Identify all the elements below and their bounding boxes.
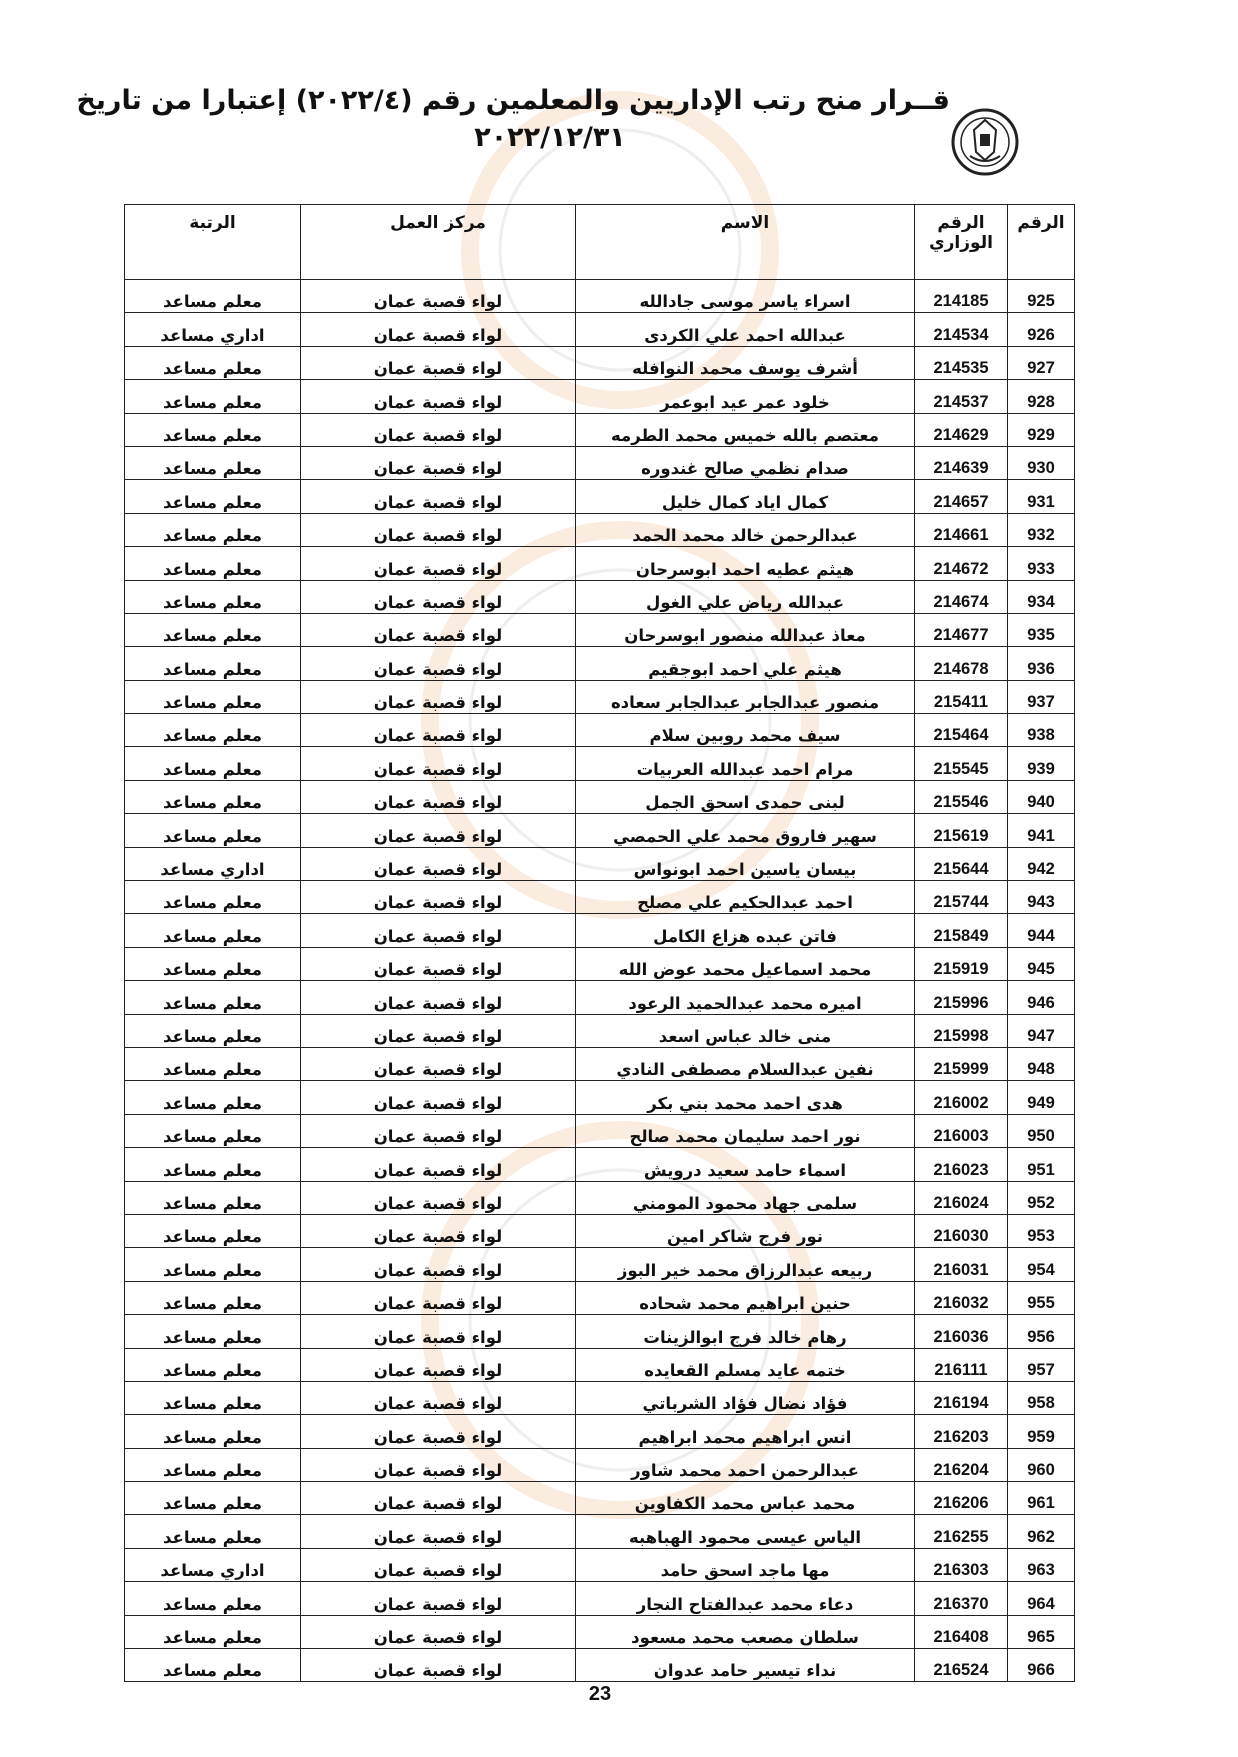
- row-rank: معلم مساعد: [125, 1281, 301, 1314]
- row-rank: معلم مساعد: [125, 1248, 301, 1281]
- row-rank: معلم مساعد: [125, 380, 301, 413]
- row-rank: اداري مساعد: [125, 313, 301, 346]
- row-name: معاذ عبدالله منصور ابوسرحان: [576, 613, 915, 646]
- row-work-center: لواء قصبة عمان: [301, 947, 576, 980]
- row-num: 951: [1008, 1148, 1075, 1181]
- row-rank: معلم مساعد: [125, 1415, 301, 1448]
- table-row: [125, 1014, 1075, 1047]
- row-ministry-num: 214661: [915, 513, 1008, 546]
- table-row: [125, 580, 1075, 613]
- row-num: 939: [1008, 747, 1075, 780]
- row-rank: معلم مساعد: [125, 1448, 301, 1481]
- row-num: 963: [1008, 1548, 1075, 1581]
- row-ministry-num: 214672: [915, 547, 1008, 580]
- row-name: مرام احمد عبدالله العربيات: [576, 747, 915, 780]
- row-num: 964: [1008, 1582, 1075, 1615]
- row-name: فاتن عبده هزاع الكامل: [576, 914, 915, 947]
- row-rank: معلم مساعد: [125, 1582, 301, 1615]
- table-row: [125, 1214, 1075, 1247]
- row-ministry-num: 214535: [915, 346, 1008, 379]
- row-rank: معلم مساعد: [125, 647, 301, 680]
- row-rank: معلم مساعد: [125, 981, 301, 1014]
- row-rank: معلم مساعد: [125, 1615, 301, 1648]
- row-work-center: لواء قصبة عمان: [301, 1148, 576, 1181]
- row-num: 927: [1008, 346, 1075, 379]
- row-ministry-num: 216030: [915, 1214, 1008, 1247]
- row-work-center: لواء قصبة عمان: [301, 380, 576, 413]
- row-ministry-num: 215998: [915, 1014, 1008, 1047]
- row-rank: معلم مساعد: [125, 714, 301, 747]
- table-row: [125, 413, 1075, 446]
- row-ministry-num: 216003: [915, 1114, 1008, 1147]
- header-num: الرقم: [1008, 205, 1075, 280]
- row-ministry-num: 215999: [915, 1047, 1008, 1080]
- table-row: [125, 714, 1075, 747]
- table-row: [125, 613, 1075, 646]
- table-row: [125, 1582, 1075, 1615]
- row-ministry-num: 214629: [915, 413, 1008, 446]
- row-name: محمد اسماعيل محمد عوض الله: [576, 947, 915, 980]
- row-ministry-num: 216023: [915, 1148, 1008, 1181]
- row-work-center: لواء قصبة عمان: [301, 1348, 576, 1381]
- table-row: [125, 380, 1075, 413]
- row-work-center: لواء قصبة عمان: [301, 1381, 576, 1414]
- table-row: [125, 1615, 1075, 1648]
- row-ministry-num: 214674: [915, 580, 1008, 613]
- row-name: منى خالد عباس اسعد: [576, 1014, 915, 1047]
- table-row: [125, 780, 1075, 813]
- table-row: [125, 1281, 1075, 1314]
- row-ministry-num: 216024: [915, 1181, 1008, 1214]
- row-num: 930: [1008, 446, 1075, 479]
- row-work-center: لواء قصبة عمان: [301, 547, 576, 580]
- row-work-center: لواء قصبة عمان: [301, 313, 576, 346]
- row-work-center: لواء قصبة عمان: [301, 1582, 576, 1615]
- row-rank: اداري مساعد: [125, 847, 301, 880]
- row-ministry-num: 215546: [915, 780, 1008, 813]
- table-row: [125, 1348, 1075, 1381]
- row-name: احمد عبدالحكيم علي مصلح: [576, 881, 915, 914]
- row-name: سلطان مصعب محمد مسعود: [576, 1615, 915, 1648]
- row-rank: معلم مساعد: [125, 814, 301, 847]
- row-work-center: لواء قصبة عمان: [301, 747, 576, 780]
- table-row: [125, 513, 1075, 546]
- row-ministry-num: 215919: [915, 947, 1008, 980]
- row-rank: معلم مساعد: [125, 1482, 301, 1515]
- table-row: [125, 747, 1075, 780]
- row-work-center: لواء قصبة عمان: [301, 914, 576, 947]
- row-name: نور فرج شاكر امين: [576, 1214, 915, 1247]
- row-num: 926: [1008, 313, 1075, 346]
- table-row: [125, 814, 1075, 847]
- row-ministry-num: 215464: [915, 714, 1008, 747]
- row-ministry-num: 216203: [915, 1415, 1008, 1448]
- page-number: 23: [588, 1683, 612, 1705]
- row-ministry-num: 216031: [915, 1248, 1008, 1281]
- document-header: [76, 84, 950, 156]
- row-ministry-num: 216524: [915, 1649, 1008, 1682]
- row-ministry-num: 216204: [915, 1448, 1008, 1481]
- row-name: سلمى جهاد محمود المومني: [576, 1181, 915, 1214]
- row-name: دعاء محمد عبدالفتاح النجار: [576, 1582, 915, 1615]
- row-rank: معلم مساعد: [125, 1047, 301, 1080]
- row-name: أشرف يوسف محمد النوافله: [576, 346, 915, 379]
- staff-rank-table: [124, 204, 1075, 1682]
- row-ministry-num: 215545: [915, 747, 1008, 780]
- row-ministry-num: 216255: [915, 1515, 1008, 1548]
- row-num: 952: [1008, 1181, 1075, 1214]
- row-num: 965: [1008, 1615, 1075, 1648]
- row-name: اسماء حامد سعيد درويش: [576, 1148, 915, 1181]
- row-work-center: لواء قصبة عمان: [301, 446, 576, 479]
- row-name: هيثم عطيه احمد ابوسرحان: [576, 547, 915, 580]
- row-work-center: لواء قصبة عمان: [301, 346, 576, 379]
- table-row: [125, 346, 1075, 379]
- row-name: معتصم بالله خميس محمد الطرمه: [576, 413, 915, 446]
- row-rank: معلم مساعد: [125, 680, 301, 713]
- row-work-center: لواء قصبة عمان: [301, 1014, 576, 1047]
- row-num: 937: [1008, 680, 1075, 713]
- row-work-center: لواء قصبة عمان: [301, 680, 576, 713]
- row-name: مها ماجد اسحق حامد: [576, 1548, 915, 1581]
- row-rank: معلم مساعد: [125, 1014, 301, 1047]
- row-ministry-num: 215644: [915, 847, 1008, 880]
- row-name: نور احمد سليمان محمد صالح: [576, 1114, 915, 1147]
- table-row: [125, 1415, 1075, 1448]
- table-row: [125, 1548, 1075, 1581]
- row-name: عبدالله احمد علي الكردى: [576, 313, 915, 346]
- row-num: 958: [1008, 1381, 1075, 1414]
- table-row: [125, 1515, 1075, 1548]
- row-num: 931: [1008, 480, 1075, 513]
- row-num: 949: [1008, 1081, 1075, 1114]
- row-work-center: لواء قصبة عمان: [301, 1548, 576, 1581]
- row-num: 946: [1008, 981, 1075, 1014]
- row-work-center: لواء قصبة عمان: [301, 613, 576, 646]
- row-ministry-num: 216111: [915, 1348, 1008, 1381]
- header-ministry-num: الرقم الوزاري: [915, 205, 1008, 280]
- table-row: [125, 1148, 1075, 1181]
- row-work-center: لواء قصبة عمان: [301, 1114, 576, 1147]
- row-rank: معلم مساعد: [125, 1081, 301, 1114]
- row-name: اميره محمد عبدالحميد الرعود: [576, 981, 915, 1014]
- document-title: قــرار منح رتب الإداريين والمعلمين رقم (٢٠٢٢/٤) إعتبارا من تاريخ: [76, 85, 950, 116]
- row-name: بيسان ياسين احمد ابونواس: [576, 847, 915, 880]
- row-ministry-num: 214657: [915, 480, 1008, 513]
- row-name: عبدالرحمن خالد محمد الحمد: [576, 513, 915, 546]
- row-work-center: لواء قصبة عمان: [301, 1482, 576, 1515]
- row-rank: معلم مساعد: [125, 1381, 301, 1414]
- row-num: 954: [1008, 1248, 1075, 1281]
- row-ministry-num: 215619: [915, 814, 1008, 847]
- row-rank: معلم مساعد: [125, 513, 301, 546]
- row-work-center: لواء قصبة عمان: [301, 1615, 576, 1648]
- row-name: هيثم علي احمد ابوجقيم: [576, 647, 915, 680]
- row-rank: معلم مساعد: [125, 580, 301, 613]
- table-row: [125, 280, 1075, 313]
- row-num: 956: [1008, 1315, 1075, 1348]
- row-num: 942: [1008, 847, 1075, 880]
- row-ministry-num: 216408: [915, 1615, 1008, 1648]
- table-row: [125, 446, 1075, 479]
- row-name: نداء تيسير حامد عدوان: [576, 1649, 915, 1682]
- table-row: [125, 1381, 1075, 1414]
- row-name: عبدالله رياض علي الغول: [576, 580, 915, 613]
- table-row: [125, 947, 1075, 980]
- table-row: [125, 647, 1075, 680]
- row-name: حنين ابراهيم محمد شحاده: [576, 1281, 915, 1314]
- row-work-center: لواء قصبة عمان: [301, 780, 576, 813]
- row-work-center: لواء قصبة عمان: [301, 647, 576, 680]
- row-num: 932: [1008, 513, 1075, 546]
- row-work-center: لواء قصبة عمان: [301, 1081, 576, 1114]
- row-ministry-num: 216370: [915, 1582, 1008, 1615]
- row-work-center: لواء قصبة عمان: [301, 847, 576, 880]
- row-rank: معلم مساعد: [125, 881, 301, 914]
- row-num: 936: [1008, 647, 1075, 680]
- row-rank: معلم مساعد: [125, 747, 301, 780]
- row-work-center: لواء قصبة عمان: [301, 1281, 576, 1314]
- row-work-center: لواء قصبة عمان: [301, 1248, 576, 1281]
- row-ministry-num: 214677: [915, 613, 1008, 646]
- row-name: خلود عمر عيد ابوعمر: [576, 380, 915, 413]
- row-rank: معلم مساعد: [125, 947, 301, 980]
- row-ministry-num: 216036: [915, 1315, 1008, 1348]
- header-name: الاسم: [576, 205, 915, 280]
- row-ministry-num: 216032: [915, 1281, 1008, 1314]
- row-num: 941: [1008, 814, 1075, 847]
- row-rank: معلم مساعد: [125, 780, 301, 813]
- row-work-center: لواء قصبة عمان: [301, 1649, 576, 1682]
- table-row: [125, 1649, 1075, 1682]
- row-name: سيف محمد روبين سلام: [576, 714, 915, 747]
- row-num: 957: [1008, 1348, 1075, 1381]
- row-ministry-num: 214678: [915, 647, 1008, 680]
- table-row: [125, 1181, 1075, 1214]
- row-name: عبدالرحمن احمد محمد شاور: [576, 1448, 915, 1481]
- row-work-center: لواء قصبة عمان: [301, 1214, 576, 1247]
- table-header-row: [125, 205, 1075, 280]
- table-row: [125, 1315, 1075, 1348]
- row-work-center: لواء قصبة عمان: [301, 1515, 576, 1548]
- table-row: [125, 981, 1075, 1014]
- row-work-center: لواء قصبة عمان: [301, 1448, 576, 1481]
- table-row: [125, 881, 1075, 914]
- row-name: منصور عبدالجابر عبدالجابر سعاده: [576, 680, 915, 713]
- row-name: انس ابراهيم محمد ابراهيم: [576, 1415, 915, 1448]
- table-row: [125, 480, 1075, 513]
- row-name: صدام نظمي صالح غندوره: [576, 446, 915, 479]
- row-name: فؤاد نضال فؤاد الشرباتي: [576, 1381, 915, 1414]
- row-ministry-num: 215849: [915, 914, 1008, 947]
- row-ministry-num: 214639: [915, 446, 1008, 479]
- row-num: 935: [1008, 613, 1075, 646]
- row-num: 945: [1008, 947, 1075, 980]
- row-ministry-num: 216206: [915, 1482, 1008, 1515]
- row-num: 933: [1008, 547, 1075, 580]
- row-ministry-num: 216303: [915, 1548, 1008, 1581]
- row-work-center: لواء قصبة عمان: [301, 413, 576, 446]
- row-work-center: لواء قصبة عمان: [301, 580, 576, 613]
- row-num: 960: [1008, 1448, 1075, 1481]
- row-rank: معلم مساعد: [125, 914, 301, 947]
- row-rank: معلم مساعد: [125, 413, 301, 446]
- row-num: 929: [1008, 413, 1075, 446]
- row-rank: اداري مساعد: [125, 1548, 301, 1581]
- table-row: [125, 680, 1075, 713]
- document-date: ٢٠٢٢/١٢/٣١: [474, 122, 626, 153]
- row-name: كمال اياد كمال خليل: [576, 480, 915, 513]
- row-work-center: لواء قصبة عمان: [301, 1181, 576, 1214]
- table-row: [125, 847, 1075, 880]
- row-name: محمد عباس محمد الكفاوين: [576, 1482, 915, 1515]
- table-row: [125, 1482, 1075, 1515]
- ministry-seal-icon: [950, 100, 1020, 184]
- row-rank: معلم مساعد: [125, 1315, 301, 1348]
- table-row: [125, 1248, 1075, 1281]
- row-rank: معلم مساعد: [125, 1214, 301, 1247]
- row-num: 953: [1008, 1214, 1075, 1247]
- row-name: اسراء ياسر موسى جادالله: [576, 280, 915, 313]
- row-ministry-num: 215411: [915, 680, 1008, 713]
- row-rank: معلم مساعد: [125, 613, 301, 646]
- row-name: نفين عبدالسلام مصطفى النادي: [576, 1047, 915, 1080]
- row-ministry-num: 214534: [915, 313, 1008, 346]
- row-rank: معلم مساعد: [125, 1148, 301, 1181]
- row-num: 966: [1008, 1649, 1075, 1682]
- row-num: 950: [1008, 1114, 1075, 1147]
- row-work-center: لواء قصبة عمان: [301, 714, 576, 747]
- row-work-center: لواء قصبة عمان: [301, 981, 576, 1014]
- row-num: 962: [1008, 1515, 1075, 1548]
- row-work-center: لواء قصبة عمان: [301, 1315, 576, 1348]
- table-row: [125, 1081, 1075, 1114]
- row-work-center: لواء قصبة عمان: [301, 1415, 576, 1448]
- header-work-center: مركز العمل: [301, 205, 576, 280]
- row-work-center: لواء قصبة عمان: [301, 280, 576, 313]
- row-num: 948: [1008, 1047, 1075, 1080]
- table-row: [125, 1047, 1075, 1080]
- row-rank: معلم مساعد: [125, 1181, 301, 1214]
- table-row: [125, 1448, 1075, 1481]
- row-rank: معلم مساعد: [125, 280, 301, 313]
- row-rank: معلم مساعد: [125, 480, 301, 513]
- row-name: ختمه عايد مسلم القعايده: [576, 1348, 915, 1381]
- table-row: [125, 914, 1075, 947]
- row-name: رهام خالد فرج ابوالزينات: [576, 1315, 915, 1348]
- row-ministry-num: 214537: [915, 380, 1008, 413]
- row-num: 955: [1008, 1281, 1075, 1314]
- row-work-center: لواء قصبة عمان: [301, 513, 576, 546]
- row-num: 961: [1008, 1482, 1075, 1515]
- row-num: 940: [1008, 780, 1075, 813]
- row-rank: معلم مساعد: [125, 547, 301, 580]
- row-num: 938: [1008, 714, 1075, 747]
- row-num: 944: [1008, 914, 1075, 947]
- row-work-center: لواء قصبة عمان: [301, 480, 576, 513]
- row-num: 947: [1008, 1014, 1075, 1047]
- row-num: 928: [1008, 380, 1075, 413]
- row-name: ربيعه عبدالرزاق محمد خير البوز: [576, 1248, 915, 1281]
- row-work-center: لواء قصبة عمان: [301, 881, 576, 914]
- row-rank: معلم مساعد: [125, 1348, 301, 1381]
- table-row: [125, 313, 1075, 346]
- header-rank: الرتبة: [125, 205, 301, 280]
- row-ministry-num: 215996: [915, 981, 1008, 1014]
- table-row: [125, 1114, 1075, 1147]
- row-ministry-num: 216194: [915, 1381, 1008, 1414]
- row-num: 959: [1008, 1415, 1075, 1448]
- row-ministry-num: 214185: [915, 280, 1008, 313]
- row-name: لبنى حمدى اسحق الجمل: [576, 780, 915, 813]
- table-body: [125, 280, 1075, 1682]
- row-num: 934: [1008, 580, 1075, 613]
- row-name: سهير فاروق محمد علي الحمصي: [576, 814, 915, 847]
- row-rank: معلم مساعد: [125, 446, 301, 479]
- row-rank: معلم مساعد: [125, 1114, 301, 1147]
- row-ministry-num: 215744: [915, 881, 1008, 914]
- row-name: هدى احمد محمد بني بكر: [576, 1081, 915, 1114]
- row-ministry-num: 216002: [915, 1081, 1008, 1114]
- row-name: الياس عيسى محمود الهباهبه: [576, 1515, 915, 1548]
- row-rank: معلم مساعد: [125, 1649, 301, 1682]
- row-num: 943: [1008, 881, 1075, 914]
- table-row: [125, 547, 1075, 580]
- row-work-center: لواء قصبة عمان: [301, 814, 576, 847]
- row-num: 925: [1008, 280, 1075, 313]
- row-rank: معلم مساعد: [125, 346, 301, 379]
- row-rank: معلم مساعد: [125, 1515, 301, 1548]
- row-work-center: لواء قصبة عمان: [301, 1047, 576, 1080]
